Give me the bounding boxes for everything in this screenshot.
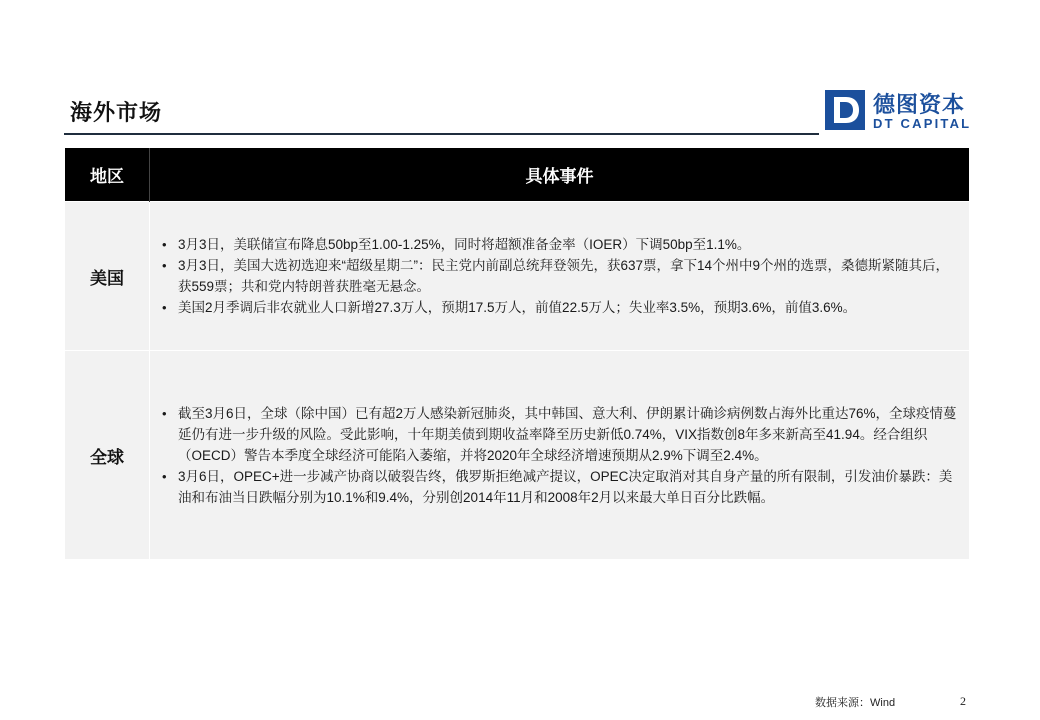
column-header-events: 具体事件 xyxy=(150,148,970,202)
event-text: 3月3日，美国大选初选迎来“超级星期二”：民主党内前副总统拜登领先，获637票，拿下14个州中9个州的选票，桑德斯紧随其后，获559票；共和党内特朗普获胜毫无悬念。 xyxy=(178,258,950,294)
event-text: 截至3月6日，全球（除中国）已有超2万人感染新冠肺炎，其中韩国、意大利、伊朗累计确诊病例数占海外比重达76%，全球疫情蔓延仍有进一步升级的风险。受此影响，十年期美债到期收益率降至历史新低0.74%，VIX指数创8年多来新高至41.94。经合组织（OECD）警告本季度全球经济可能陷入萎缩，并将2020年全球经济增速预期从2.9%下调至2.4%。 xyxy=(178,405,957,463)
event-text: 3月3日，美联储宣布降息50bp至1.00-1.25%，同时将超额准备金率（IOER）下调50bp至1.1%。 xyxy=(178,237,751,252)
title-divider xyxy=(64,133,819,135)
event-text: 美国2月季调后非农就业人口新增27.3万人，预期17.5万人，前值22.5万人；失业率3.5%，预期3.6%，前值3.6%。 xyxy=(178,300,857,315)
table-row xyxy=(65,202,969,351)
list-item: • 3月3日，美国大选初选迎来“超级星期二”：民主党内前副总统拜登领先，获637票，拿下14个州中9个州的选票，桑德斯紧随其后，获559票；共和党内特朗普获胜毫无悬念。 xyxy=(162,258,950,294)
event-list xyxy=(160,234,959,318)
region-cell: 全球 xyxy=(65,351,150,560)
data-source-note: 数据来源：Wind xyxy=(815,697,896,709)
events-table xyxy=(65,148,969,559)
page-title: 海外市场 xyxy=(70,100,163,125)
column-header-region: 地区 xyxy=(65,148,150,202)
table-header-row xyxy=(65,148,969,202)
company-logo xyxy=(825,88,975,132)
list-item: • 3月3日，美联储宣布降息50bp至1.00-1.25%，同时将超额准备金率（IOER）下调50bp至1.1%。 xyxy=(162,237,751,252)
event-text: 3月6日，OPEC+进一步减产协商以破裂告终，俄罗斯拒绝减产提议，OPEC决定取消对其自身产量的所有限制，引发油价暴跌：美油和布油当日跌幅分别为10.1%和9.4%，分别创2014年11月和2008年2月以来最大单日百分比跌幅。 xyxy=(178,468,953,505)
events-cell xyxy=(150,351,970,560)
events-cell xyxy=(150,202,970,351)
logo-name-cn: 德图资本 xyxy=(873,92,966,117)
list-item: • 3月6日，OPEC+进一步减产协商以破裂告终，俄罗斯拒绝减产提议，OPEC决定取消对其自身产量的所有限制，引发油价暴跌：美油和布油当日跌幅分别为10.1%和9.4%，分别创2014年11月和2008年2月以来最大单日百分比跌幅。 xyxy=(162,468,953,505)
list-item: • 美国2月季调后非农就业人口新增27.3万人，预期17.5万人，前值22.5万人；失业率3.5%，预期3.6%，前值3.6%。 xyxy=(162,300,857,315)
list-item: • 截至3月6日，全球（除中国）已有超2万人感染新冠肺炎，其中韩国、意大利、伊朗累计确诊病例数占海外比重达76%，全球疫情蔓延仍有进一步升级的风险。受此影响，十年期美债到期收益率降至历史新低0.74%，VIX指数创8年多来新高至41.94。经合组织（OECD）警告本季度全球经济可能陷入萎缩，并将2020年全球经济增速预期从2.9%下调至2.4%。 xyxy=(162,405,957,463)
event-list xyxy=(160,403,959,508)
page-number: 2 xyxy=(960,694,966,708)
region-cell: 美国 xyxy=(65,202,150,351)
logo-name-en: DT CAPITAL xyxy=(873,116,972,131)
table-row xyxy=(65,351,969,560)
logo-mark-icon xyxy=(825,90,865,130)
